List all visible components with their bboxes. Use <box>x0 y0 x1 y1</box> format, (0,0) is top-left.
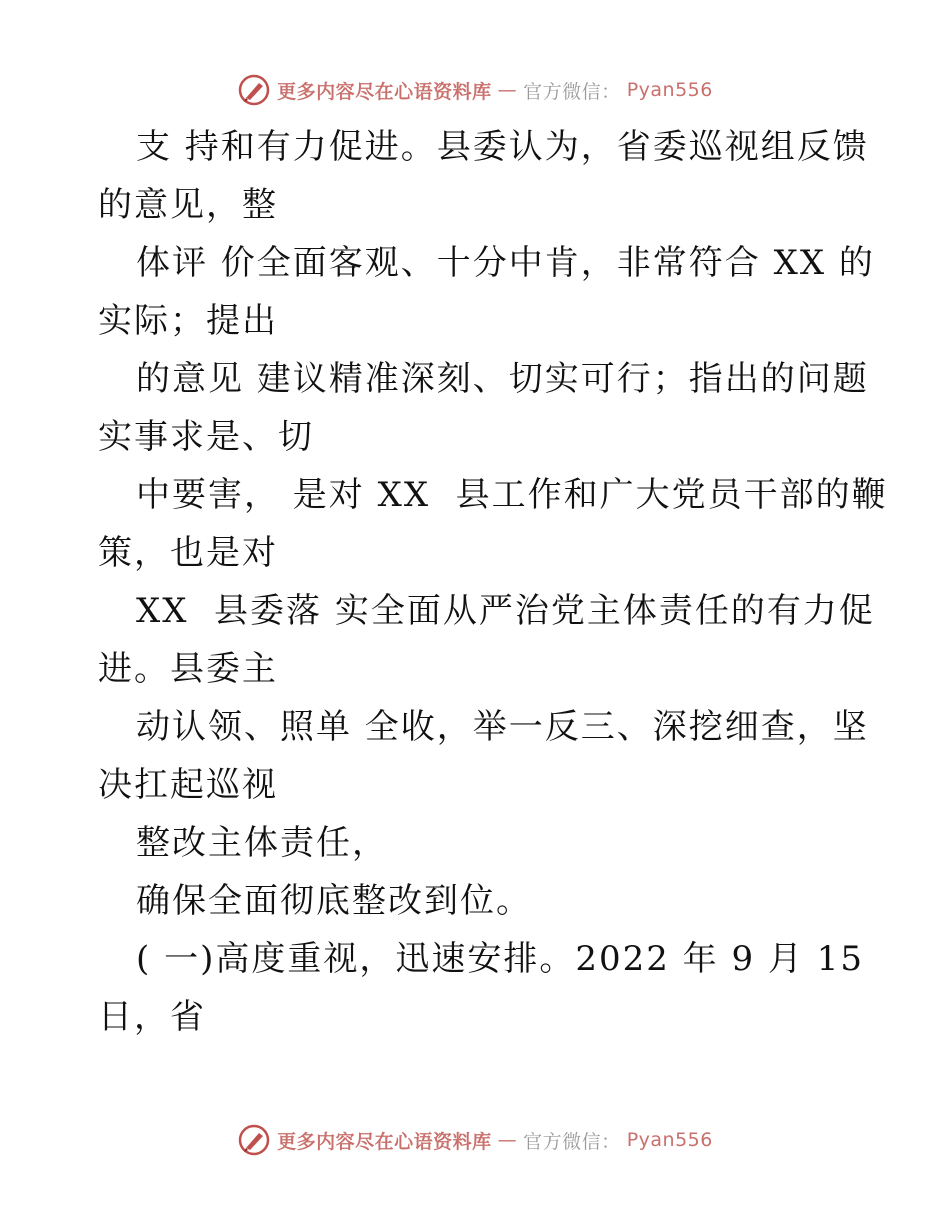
document-body <box>98 118 888 1046</box>
header-watermark <box>0 70 950 110</box>
text-line: 策，也是对 <box>98 533 278 573</box>
text-line: 的意见 建议精准深刻、切实可行；指出的问题 <box>136 359 869 399</box>
text-line: 中要害， 是对 XX 县工作和广大党员干部的鞭 <box>136 475 888 515</box>
text-line: 支 持和有力促进。县委认为，省委巡视组反馈 <box>136 127 869 167</box>
text-line: XX 县委落 实全面从严治党主体责任的有力促 <box>136 591 875 631</box>
watermark-dash: — <box>497 1129 518 1151</box>
text-line: 体评 价全面客观、十分中肯，非常符合 XX 的 <box>136 243 875 283</box>
watermark-main-text: 更多内容尽在心语资料库 <box>277 80 492 103</box>
watermark-label: 官方微信： <box>523 1130 621 1153</box>
pen-logo-icon <box>237 73 271 107</box>
pen-logo-icon <box>237 1123 271 1157</box>
watermark-wechat-id: Pyan556 <box>626 1129 713 1151</box>
text-line: 动认领、照单 全收，举一反三、深挖细查，坚 <box>136 707 869 747</box>
text-line: 整改主体责任， <box>136 823 388 863</box>
text-line: 实际；提出 <box>98 301 278 341</box>
text-line: 确保全面彻底整改到位。 <box>136 881 532 921</box>
watermark-main-text: 更多内容尽在心语资料库 <box>277 1130 492 1153</box>
text-line: 决扛起巡视 <box>98 765 278 805</box>
watermark-label: 官方微信： <box>523 80 621 103</box>
text-line: 的意见，整 <box>98 185 278 225</box>
watermark-dash: — <box>497 79 518 101</box>
text-line: 日，省 <box>98 997 206 1037</box>
footer-watermark <box>0 1120 950 1160</box>
text-line: 实事求是、切 <box>98 417 314 457</box>
text-line: ( 一)高度重视，迅速安排。2022 年 9 月 15 <box>136 939 864 979</box>
text-line: 进。县委主 <box>98 649 278 689</box>
watermark-wechat-id: Pyan556 <box>626 79 713 101</box>
